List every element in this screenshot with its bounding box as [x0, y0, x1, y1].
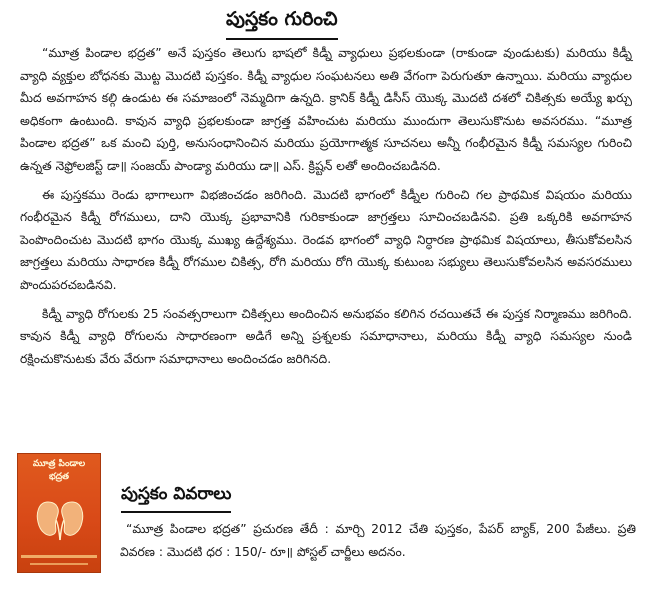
book-cover-title: మూత్ర పిండాల భద్రత: [32, 459, 86, 482]
cover-decoration: [21, 555, 97, 558]
book-cover-image: [17, 453, 101, 573]
about-paragraph-3: కిడ్నీ వ్యాధి రోగులకు 25 సంవత్సరాలుగా చికిత్సలు అందించిన అనుభవం కలిగిన రచయితచే ఈ పుస్తక నిర్మాణము జరిగింది. కావున కిడ్నీ వ్యాధి రోగులను సాధారణంగా అడిగే అన్ని ప్రశ్నలకు సమాధానాలు, మరియు కిడ్నీ వ్యాధి సమస్యల నుండి రక్షించుకొనుటకు వేరు వేరుగా సమాధానాలు అందించడం జరిగినది.: [20, 306, 632, 366]
about-book-heading: పుస్తకం గురించి: [226, 8, 338, 40]
cover-decoration: [30, 563, 88, 565]
about-book-body: [20, 42, 632, 376]
about-paragraph-2: ఈ పుస్తకము రెండు భాగాలుగా విభజించడం జరిగింది. మొదటి భాగంలో కిడ్నీల గురించి గల ప్రాథమిక విషయం మరియు గంభీరమైన కిడ్నీ రోగములు, దాని యొక్క ప్రభావానికి గురికాకుండా జాగ్రత్తలు సూచించబడినవి. ప్రతి ఒక్కరికి అవగాహన పెంపొందించుట మొదటి భాగం యొక్క ముఖ్య ఉద్దేశ్యము. రెండవ భాగంలో వ్యాధి నిర్ధారణ ప్రాథమిక విషయాలు, తీసుకోవలసిన జాగ్రత్తలు మరియు సాధారణ కిడ్నీ రోగముల చికిత్స, రోగి మరియు రోగి యొక్క కుటుంబ సభ్యులు తెలుసుకోవలసిన అవసరములు పొందుపరచబడినవి.: [20, 187, 632, 292]
book-details-heading: పుస్తకం వివరాలు: [121, 484, 231, 513]
about-paragraph-1: “మూత్ర పిండాల భద్రత” అనే పుస్తకం తెలుగు భాషలో కిడ్నీ వ్యాధులు ప్రభలకుండా (రాకుండా వుండుటకు) మరియు కిడ్నీ వ్యాధి వ్యక్తుల బోధనకు మొట్ట మొదటి పుస్తకం. కిడ్నీ వ్యాధుల సంఘటనలు అతి వేగంగా పెరుగుతూ ఉన్నాయి. మరియు వ్యాధుల మీద అవగాహన కల్గి ఉండుట ఈ సమాజంలో నెమ్మదిగా ఉన్నది. క్రానిక్ కిడ్నీ డిసీస్ యొక్క మొదటి దశలో చికిత్సకు అయ్యే ఖర్చు అధికంగా ఉంటుంది. కావున వ్యాధి ప్రభలకుండా జాగ్రత్త వహించుట మరియు ముందుగా తెలుసుకొనుట అవసరము. “మూత్ర పిండాల భద్రత” ఒక మంచి పుర్తి, అనుసంధానించిన మరియు ప్రయోగాత్మక సూచనలు అన్నీ గంభీరమైన కిడ్నీ సమస్యల గురించి ఉన్నత నెఫ్రోలజిస్ట్ డా॥ సంజయ్ పాండ్యా మరియు డా॥ ఎస్. క్రిష్టన్ లతో అందించబడినది.: [20, 46, 632, 173]
kidney-icon: [34, 498, 86, 542]
book-details-text: “మూత్ర పిండాల భద్రత” ప్రచురణ తేదీ : మార్చి 2012 చేతి పుస్తకం, పేపర్ బ్యాక్, 200 పేజీలు. ప్రతి వివరణ : మొదటి ధర : 150/- రూ॥ పోస్టల్ చార్జీలు అదనం.: [120, 522, 636, 559]
